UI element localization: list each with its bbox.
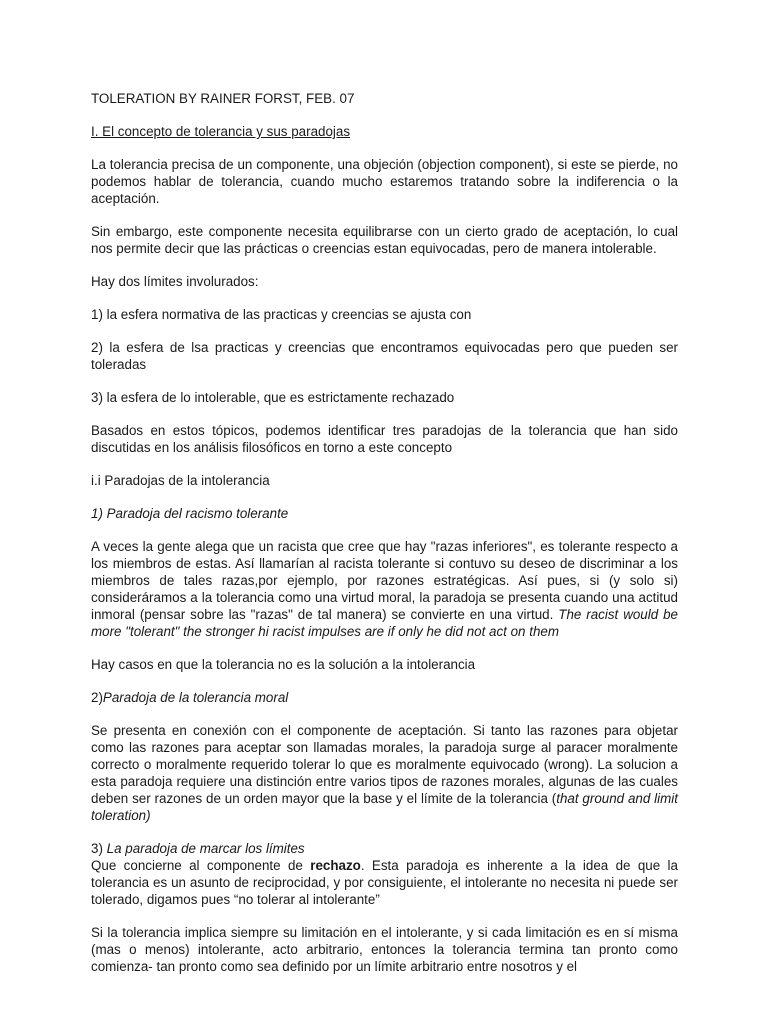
paragraph-acceptance: Sin embargo, este componente necesita equilibrarse con un cierto grado de aceptación, lo cual nos permite decir que las prácticas o creencias estan equivocadas, pero de manera intolerable. <box>91 224 678 256</box>
paradox-2-number: 2) <box>91 690 103 705</box>
paradox-3-text-b: . Esta paradoja es inherente a la idea de que la tolerancia es un asunto de reciprocidad, y por consiguiente, el intolerante no necesita ni puede ser tolerado, digamos pues “no tolerar al intolerante” <box>91 858 678 907</box>
paradox-2-text: Se presenta en conexión con el componente de aceptación. Si tanto las razones para objetar como las razones para aceptar son llamadas morales, la paradoja surge al paracer moralmente correcto o moralmente requerido tolerar lo que es moralmente equivocado (wrong). La solucion a esta paradoja requiere una distinción entre varios tipos de razones morales, algunas de las cuales deben ser razones de un orden mayor que la base y el límite de la tolerancia ( <box>91 723 678 806</box>
paradox-3-paragraph <box>91 857 678 908</box>
paradox-2-paragraph <box>91 722 678 824</box>
paradox-1-heading: 1) Paradoja del racismo tolerante <box>91 506 289 521</box>
paradox-3-bold: rechazo <box>310 858 361 873</box>
paradox-2-heading <box>91 689 678 706</box>
list-item-2: 2) la esfera de lsa practicas y creencias que encontramos equivocadas pero que pueden ser toleradas <box>91 340 678 372</box>
paradox-3-text-a: Que concierne al componente de <box>91 858 311 873</box>
paragraph-limits-intro: Hay dos límites involurados: <box>91 274 259 289</box>
paragraph-intolerance-cases: Hay casos en que la tolerancia no es la solución a la intolerancia <box>91 657 476 672</box>
document-title: TOLERATION BY RAINER FORST, FEB. 07 <box>91 91 355 106</box>
paradox-3-heading <box>91 840 678 857</box>
paragraph-objection: La tolerancia precisa de un componente, una objeción (objection component), si este se pierde, no podemos hablar de tolerancia, cuando mucho estaremos tratando sobre la indiferencia o la aceptación. <box>91 157 678 206</box>
list-item-3: 3) la esfera de lo intolerable, que es estrictamente rechazado <box>91 390 455 405</box>
paradox-3-title: La paradoja de marcar los límites <box>106 841 305 856</box>
paradox-1-text: A veces la gente alega que un racista que cree que hay "razas inferiores", es tolerante respecto a los miembros de estas. Así llamarían al racista tolerante si contuvo su deseo de discriminar a los miembros de tales razas,por ejemplo, por razones estratégicas. Así pues, si (y solo si) consideráramos a la tolerancia como una virtud moral, la paradoja se presenta cuando una actitud inmoral (pensar sobre las "razas" de tal manera) se convierte en una virtud. <box>91 539 678 622</box>
section-heading-text: I. El concepto de tolerancia y sus paradojas <box>91 124 351 139</box>
paradox-2-quote: that ground and limit toleration) <box>91 791 678 823</box>
section-heading <box>91 123 678 140</box>
paradox-3-number: 3) <box>91 841 103 856</box>
paradox-1-paragraph <box>91 538 678 640</box>
paradox-1-quote: The racist would be more "tolerant" the stronger hi racist impulses are if only he did not act on them <box>91 607 678 639</box>
subheading-paradoxes: i.i Paradojas de la intolerancia <box>91 473 270 488</box>
paradox-2-title: Paradoja de la tolerancia moral <box>102 690 289 705</box>
paragraph-paradoxes-intro: Basados en estos tópicos, podemos identificar tres paradojas de la tolerancia que han sido discutidas en los análisis filosóficos en torno a este concepto <box>91 423 678 455</box>
paragraph-limitation: Si la tolerancia implica siempre su limitación en el intolerante, y si cada limitación es en sí misma (mas o menos) intolerante, acto arbitrario, entonces la tolerancia termina tan pronto como comienza- tan pronto como sea definido por un límite arbitrario entre nosotros y el <box>91 925 678 974</box>
list-item-1: 1) la esfera normativa de las practicas y creencias se ajusta con <box>91 307 472 322</box>
